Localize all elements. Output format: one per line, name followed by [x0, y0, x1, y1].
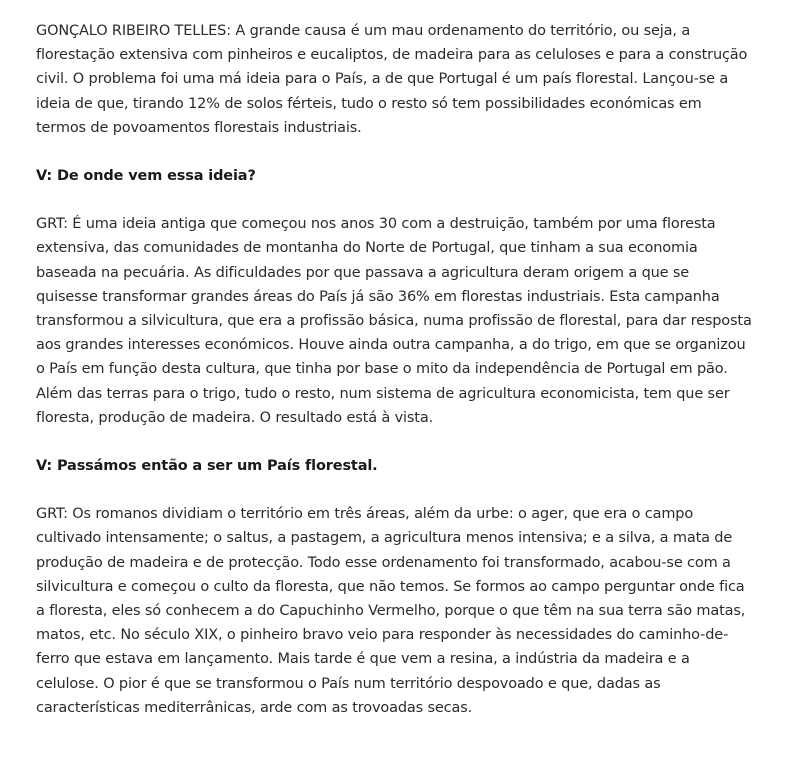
answer-paragraph-3: GRT: Os romanos dividiam o território em três áreas, além da urbe: o ager, que era o campo cultivado intensamente; o saltus, a pastagem, a agricultura menos intensiva; e a silva, a mata de produção de madeira e de protecção. Todo esse ordenamento foi transformado, acabou-se com a silvicultura e começou o culto da floresta, que não temos. Se formos ao campo perguntar onde fica a floresta, eles só conhecem a do Capuchinho Vermelho, porque o que têm na sua terra são matas, matos, etc. No século XIX, o pinheiro bravo veio para responder às necessidades do caminho-de-ferro que estava em lançamento. Mais tarde é que vem a resina, a indústria da madeira e a celulose. O pior é que se transformou o País num território despovoado e que, dadas as características mediterrânicas, arde com as trovoadas secas. [36, 506, 746, 716]
answer-paragraph-1: GONÇALO RIBEIRO TELLES: A grande causa é um mau ordenamento do território, ou seja, a florestação extensiva com pinheiros e eucaliptos, de madeira para as celuloses e para a construção civil. O problema foi uma má ideia para o País, a de que Portugal é um país florestal. Lançou-se a ideia de que, tirando 12% de solos férteis, tudo o resto só tem possibilidades económicas em termos de povoamentos florestais industriais. [36, 23, 748, 136]
question-2: V: Passámos então a ser um País florestal. [36, 458, 378, 475]
answer-paragraph-2: GRT: É uma ideia antiga que começou nos anos 30 com a destruição, também por uma floresta extensiva, das comunidades de montanha do Norte de Portugal, que tinham a sua economia baseada na pecuária. As dificuldades por que passava a agricultura deram origem a que se quisesse transformar grandes áreas do País já são 36% em florestas industriais. Esta campanha transformou a silvicultura, que era a profissão básica, numa profissão de florestal, para dar resposta aos grandes interesses económicos. Houve ainda outra campanha, a do trigo, em que se organizou o País em função desta cultura, que tinha por base o mito da independência de Portugal em pão. Além das terras para o trigo, tudo o resto, num sistema de agricultura economicista, tem que ser floresta, produção de madeira. O resultado está à vista. [36, 216, 752, 426]
question-1: V: De onde vem essa ideia? [36, 168, 256, 185]
